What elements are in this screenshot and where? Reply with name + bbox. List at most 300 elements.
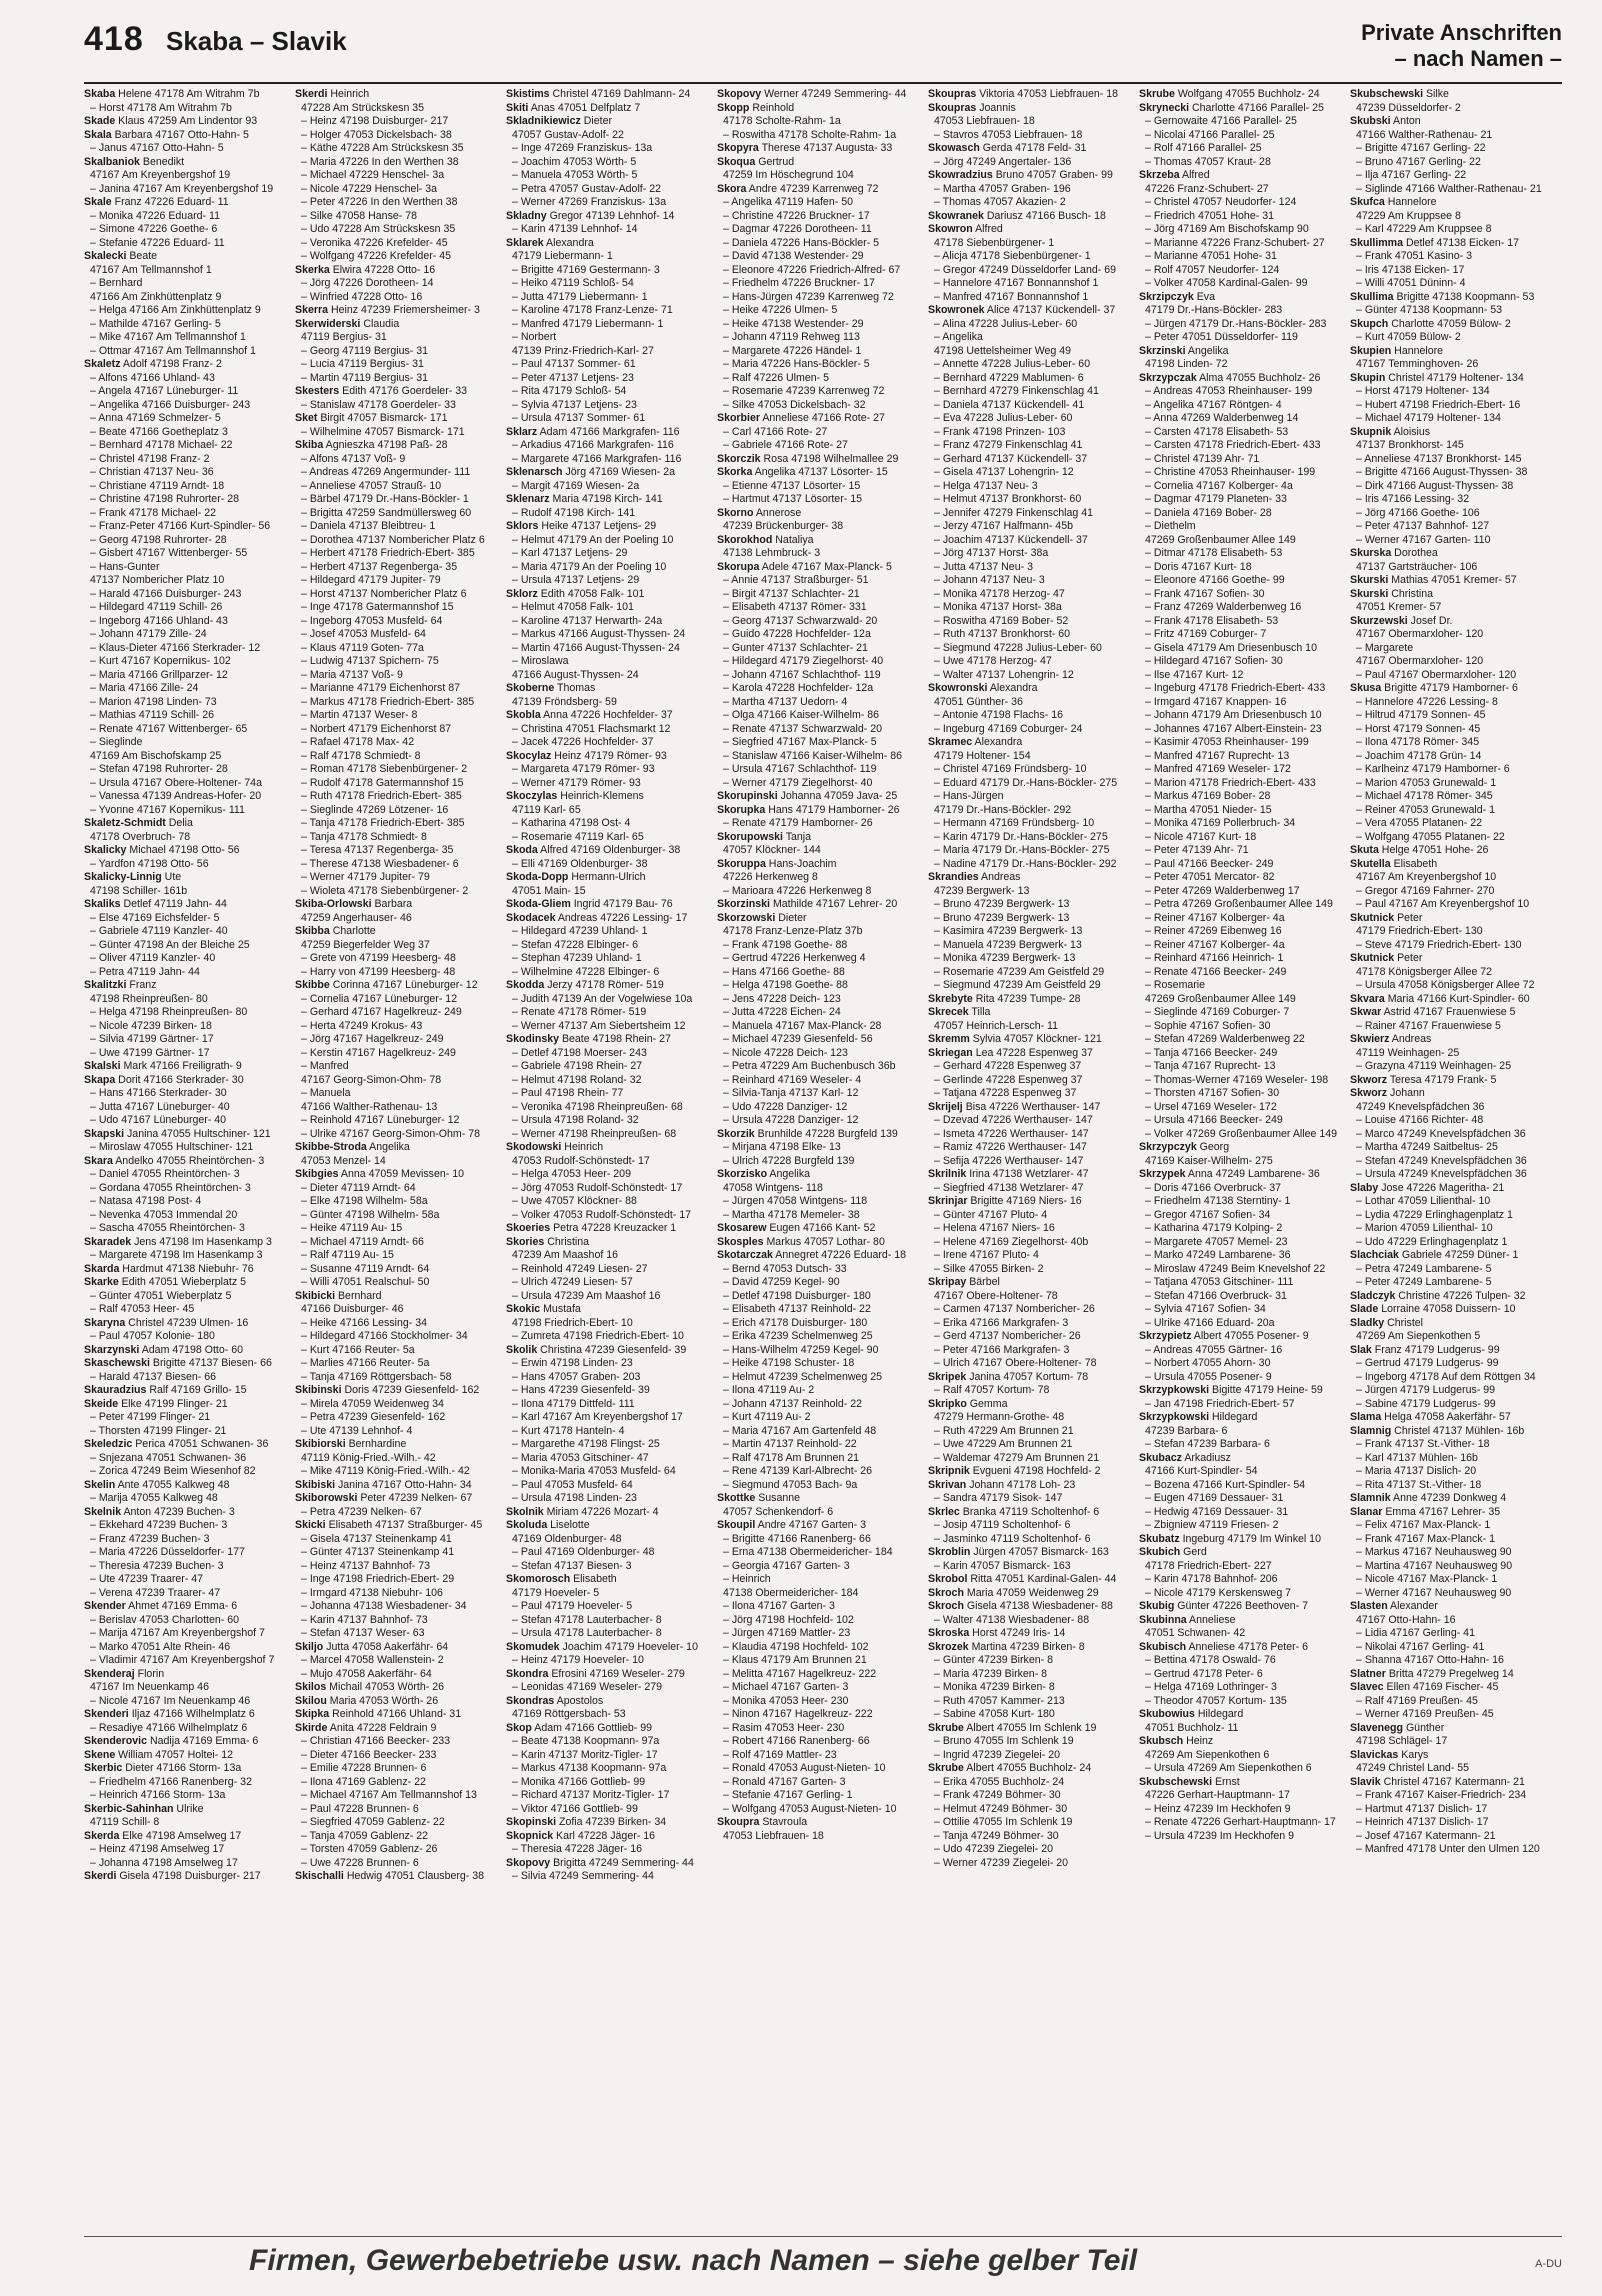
directory-entry: 47259 Im Höschegrund 104 [723, 169, 854, 181]
directory-entry: – Roswitha 47169 Bober- 52 [934, 614, 1069, 627]
directory-entry: – Horst 47178 Am Witrahm 7b [90, 101, 232, 114]
directory-entry: Skupnik Aloisius [1350, 425, 1431, 438]
directory-entry: Skowradzius Bruno 47057 Graben- 99 [928, 169, 1113, 181]
directory-entry: – Monika 47239 Bergwerk- 13 [934, 952, 1076, 964]
directory-entry: – Ronald 47167 Garten- 3 [723, 1775, 846, 1788]
directory-entry: Slak Franz 47179 Ludgerus- 99 [1350, 1343, 1500, 1356]
directory-entry: – Thomas 47057 Akazien- 2 [934, 196, 1066, 208]
directory-entry: – Brigitte 47166 Ranenberg- 66 [723, 1532, 871, 1545]
directory-entry: – Werner 47167 Garten- 110 [1356, 533, 1491, 546]
directory-entry: – Jürgen 47058 Wintgens- 118 [723, 1195, 868, 1207]
directory-entry: – Helmut 47239 Schelmenweg 25 [723, 1370, 883, 1383]
directory-entry: – Michael 47178 Römer- 345 [1356, 790, 1493, 802]
directory-entry: – Wolfgang 47055 Platanen- 22 [1356, 830, 1505, 843]
directory-entry: – Brigitte 47167 Gerling- 22 [1356, 142, 1486, 154]
directory-entry: Skenderovic Nadija 47169 Emma- 6 [84, 1735, 259, 1747]
directory-entry: Skubich Gerd [1139, 1546, 1207, 1558]
directory-entry: – Vladimir 47167 Am Kreyenbergshof 7 [90, 1654, 275, 1666]
directory-entry: – Marianne 47226 Franz-Schubert- 27 [1145, 236, 1325, 249]
directory-entry: – Bernd 47053 Dutsch- 33 [723, 1262, 847, 1275]
directory-entry: – Gregor 47167 Sofien- 34 [1145, 1208, 1271, 1221]
directory-entry: – Eva 47228 Julius-Leber- 60 [934, 412, 1073, 424]
directory-entry: – Mathias 47119 Schill- 26 [90, 709, 215, 721]
directory-entry: Skufca Hannelore [1350, 196, 1437, 208]
directory-entry: – Angelika 47119 Hafen- 50 [723, 196, 853, 208]
directory-entry: – Shanna 47167 Otto-Hahn- 16 [1356, 1654, 1504, 1666]
directory-entry: Skischalli Hedwig 47051 Clausberg- 38 [295, 1870, 485, 1882]
directory-entry: – Vera 47055 Platanen- 22 [1356, 817, 1483, 829]
directory-entry: – Manfred 47167 Bonnannshof 1 [934, 290, 1089, 303]
directory-entry: Skomorosch Elisabeth [506, 1573, 617, 1585]
directory-entry: Slavec Ellen 47169 Fischer- 45 [1350, 1681, 1499, 1693]
directory-entry: Skoupra Stavroula [717, 1816, 808, 1828]
directory-entry: – Karin 47137 Moritz-Tigler- 17 [512, 1748, 658, 1761]
directory-entry: Skrijelj Bisa 47226 Werthauser- 147 [928, 1100, 1101, 1113]
directory-entry: – Olga 47166 Kaiser-Wilhelm- 86 [723, 709, 880, 721]
directory-entry: – Günter 47167 Pluto- 4 [934, 1208, 1048, 1221]
directory-entry: – Daniela 47169 Bober- 28 [1145, 506, 1272, 519]
directory-entry: – Jörg 47249 Angertaler- 136 [934, 155, 1072, 168]
directory-entry: – Gabriele 47166 Rote- 27 [723, 439, 848, 451]
directory-entry: Skoupras Joannis [928, 101, 1016, 114]
directory-entry: Skutella Elisabeth [1350, 857, 1438, 870]
directory-entry: – Paul 47166 Beecker- 249 [1145, 857, 1274, 870]
directory-entry: – Mathilde 47167 Gerling- 5 [90, 317, 221, 330]
directory-entry: – Zumreta 47198 Friedrich-Ebert- 10 [512, 1330, 684, 1342]
directory-entry: – Reinhard 47166 Heinrich- 1 [1145, 952, 1284, 964]
directory-entry: – Werner 47179 Ziegelhorst- 40 [723, 776, 873, 789]
directory-entry: Skrzypczyk Georg [1139, 1141, 1230, 1153]
directory-entry: – Jörg 47198 Hochfeld- 102 [723, 1613, 854, 1626]
directory-entry: – Melitta 47167 Hagelkreuz- 222 [723, 1667, 877, 1680]
directory-entry: – Elke 47198 Wilhelm- 58a [301, 1195, 428, 1207]
directory-entry: Skurski Christina [1350, 587, 1434, 600]
directory-entry: – Gabriele 47119 Kanzler- 40 [90, 925, 228, 937]
directory-entry: – Rosemarie 47239 Am Geistfeld 29 [934, 965, 1105, 978]
directory-entry: – Stefanie 47167 Gerling- 1 [723, 1789, 853, 1801]
directory-entry: 47226 Franz-Schubert- 27 [1145, 182, 1269, 195]
directory-entry: Skladnikiewicz Dieter [506, 115, 612, 127]
directory-entry: Skurski Mathias 47051 Kremer- 57 [1350, 574, 1517, 586]
directory-entry: – Heinz 47137 Bahnhof- 73 [301, 1559, 430, 1572]
directory-entry: – Marion 47053 Grunewald- 1 [1356, 776, 1497, 789]
directory-entry: Skrebyte Rita 47239 Tumpe- 28 [928, 992, 1081, 1005]
directory-entry: – Monika 47239 Birken- 8 [934, 1681, 1055, 1693]
directory-entry: 47179 Holtener- 154 [934, 749, 1031, 762]
directory-entry: – Rita 47137 St.-Vither- 18 [1356, 1478, 1482, 1491]
directory-entry: Skade Klaus 47259 Am Lindentor 93 [84, 115, 258, 127]
directory-entry: – Stefan 47178 Lauterbacher- 8 [512, 1613, 662, 1626]
directory-entry: – Harry von 47199 Heesberg- 48 [301, 965, 456, 978]
directory-entry: – Reinhard 47169 Weseler- 4 [723, 1073, 862, 1086]
directory-entry: Sladczyk Christine 47226 Tulpen- 32 [1350, 1289, 1526, 1302]
directory-entry: – Peter 47137 Bahnhof- 127 [1356, 520, 1490, 532]
directory-column [717, 88, 928, 2188]
directory-entry: 47051 Buchholz- 11 [1145, 1721, 1239, 1734]
directory-entry: Skalski Mark 47166 Freiligrath- 9 [84, 1060, 242, 1072]
directory-entry: Skopnick Karl 47228 Jäger- 16 [506, 1829, 655, 1842]
directory-entry: Skubisch Anneliese 47178 Peter- 6 [1139, 1640, 1309, 1653]
directory-entry: – Irmgard 47138 Niebuhr- 106 [301, 1586, 443, 1599]
footer-rule [84, 2236, 1562, 2237]
directory-entry: – Ursula 47178 Lauterbacher- 8 [512, 1627, 662, 1639]
directory-entry: – Sophie 47167 Sofien- 30 [1145, 1019, 1271, 1032]
directory-entry: Skiba-Orlowski Barbara [295, 898, 413, 910]
directory-entry: – Karin 47139 Lehnhof- 14 [512, 223, 638, 235]
directory-entry: – Ursula 47228 Danziger- 12 [723, 1114, 859, 1126]
directory-entry: – Verena 47239 Traarer- 47 [90, 1586, 221, 1599]
directory-entry: – Kasimir 47053 Rheinhauser- 199 [1145, 736, 1309, 748]
directory-entry: – Karoline 47178 Franz-Lenze- 71 [512, 304, 673, 316]
directory-entry: – Karl 47229 Am Kruppsee 8 [1356, 223, 1492, 235]
directory-entry: 47167 Im Neuenkamp 46 [90, 1681, 209, 1693]
directory-entry: – Dzevad 47226 Werthauser- 147 [934, 1114, 1093, 1126]
directory-entry: – Sylvia 47167 Sofien- 34 [1145, 1303, 1266, 1315]
directory-entry: – Jutta 47137 Neu- 3 [934, 560, 1033, 573]
directory-entry: – Dieter 47166 Beecker- 233 [301, 1748, 437, 1761]
directory-entry: – Heike 47166 Lessing- 34 [301, 1316, 428, 1329]
directory-entry: – Rudolf 47178 Gatermannshof 15 [301, 776, 464, 789]
directory-entry: Skesters Edith 47176 Goerdeler- 33 [295, 385, 467, 397]
directory-entry: – Friedhelm 47226 Bruckner- 17 [723, 277, 875, 289]
directory-entry: – Yvonne 47167 Kopernikus- 111 [90, 803, 245, 816]
directory-entry: Skaba Helene 47178 Am Witrahm 7b [84, 88, 260, 100]
directory-entry: 47137 Gartsträucher- 106 [1356, 560, 1478, 573]
directory-entry: – Gernowaite 47166 Parallel- 25 [1145, 115, 1297, 127]
directory-entry: Sklarek Alexandra [506, 236, 594, 249]
directory-entry: – Nicole 47228 Deich- 123 [723, 1046, 848, 1059]
directory-entry: Skrynecki Charlotte 47166 Parallel- 25 [1139, 101, 1324, 114]
directory-entry: – Gisela 47137 Steinenkamp 41 [301, 1532, 452, 1545]
directory-entry: Skoupras Viktoria 47053 Liebfrauen- 18 [928, 88, 1119, 100]
directory-entry: – Maria 47239 Birken- 8 [934, 1667, 1048, 1680]
directory-entry: – Dieter 47119 Arndt- 64 [301, 1181, 416, 1194]
directory-entry: – Johanna 47198 Amselweg 17 [90, 1856, 238, 1869]
directory-entry: – Martha 47137 Uedorn- 4 [723, 695, 848, 708]
directory-entry: Skrzypkowski Bigitte 47179 Heine- 59 [1139, 1384, 1323, 1396]
directory-entry: Skaradek Jens 47198 Im Hasenkamp 3 [84, 1235, 272, 1248]
directory-entry: – Stanislaw 47166 Kaiser-Wilhelm- 86 [723, 749, 903, 762]
directory-entry: – Kerstin 47167 Hagelkreuz- 249 [301, 1046, 456, 1059]
directory-entry: Skubschewski Silke [1350, 88, 1449, 100]
footer-code: A-DU [1535, 2258, 1562, 2270]
directory-entry: – Christina 47051 Flachsmarkt 12 [512, 722, 671, 735]
directory-entry: Skoda Alfred 47169 Oldenburger- 38 [506, 844, 681, 856]
directory-entry: – Jörg 47169 Am Bischofskamp 90 [1145, 223, 1309, 235]
directory-entry: – Therese 47138 Wiesbadener- 6 [301, 857, 459, 870]
directory-entry: – Josef 47167 Katermann- 21 [1356, 1829, 1496, 1842]
directory-entry: Skripko Gemma [928, 1397, 1008, 1410]
directory-entry: – Rolf 47057 Neudorfer- 124 [1145, 263, 1280, 276]
directory-entry: – Natasa 47198 Post- 4 [90, 1195, 202, 1207]
directory-column [928, 88, 1139, 2188]
directory-entry: 47058 Wintgens- 118 [723, 1181, 823, 1194]
directory-entry: Skerra Heinz 47239 Friemersheimer- 3 [295, 304, 480, 316]
directory-entry: – Robert 47166 Ranenberg- 66 [723, 1735, 870, 1747]
directory-entry: – Ulrike 47166 Eduard- 20a [1145, 1316, 1275, 1329]
directory-entry: – Christine 47226 Bruckner- 17 [723, 209, 870, 222]
directory-entry: – Jürgen 47179 Dr.-Hans-Böckler- 283 [1145, 317, 1327, 330]
directory-entry: – Emilie 47228 Brunnen- 6 [301, 1762, 427, 1774]
directory-entry: – Hartmut 47137 Lösorter- 15 [723, 493, 862, 505]
directory-entry: 47239 Am Maashof 16 [512, 1249, 619, 1261]
directory-entry: – Günter 47239 Birken- 8 [934, 1654, 1053, 1666]
directory-entry: – Andreas 47053 Rheinhauser- 199 [1145, 385, 1313, 397]
directory-entry: Sklorz Edith 47058 Falk- 101 [506, 587, 645, 600]
directory-entry: – Silke 47053 Dickelsbach- 32 [723, 398, 866, 411]
directory-entry: – Bärbel 47179 Dr.-Hans-Böckler- 1 [301, 493, 469, 505]
directory-entry: Sklenarz Maria 47198 Kirch- 141 [506, 493, 663, 505]
directory-entry: – Petra 47119 Jahn- 44 [90, 965, 200, 978]
directory-entry: Skroch Maria 47059 Weidenweg 29 [928, 1586, 1099, 1599]
directory-entry: – Johann 47167 Schlachthof- 119 [723, 668, 881, 681]
directory-entry: 47166 Kurt-Spindler- 54 [1145, 1465, 1258, 1477]
directory-entry: – Richard 47137 Moritz-Tigler- 17 [512, 1789, 670, 1801]
directory-entry: Skodda Jerzy 47178 Römer- 519 [506, 979, 664, 991]
directory-entry: – Christel 47057 Neudorfer- 124 [1145, 196, 1297, 208]
directory-entry: – Irene 47167 Pluto- 4 [934, 1249, 1039, 1261]
directory-entry: 47178 Friedrich-Ebert- 227 [1145, 1559, 1272, 1572]
directory-entry: – Kurt 47178 Hanteln- 4 [512, 1424, 625, 1437]
directory-entry: – Helga 47198 Rheinpreußen- 80 [90, 1006, 248, 1018]
directory-entry: – Ilona 47119 Au- 2 [723, 1384, 815, 1396]
directory-entry: 47167 Georg-Simon-Ohm- 78 [301, 1073, 442, 1086]
directory-entry: – Angelika [934, 331, 983, 343]
directory-entry: – Ludwig 47137 Spichern- 75 [301, 655, 439, 667]
directory-entry: – Hans 47166 Sterkrader- 30 [90, 1087, 227, 1099]
directory-entry: Skorupa Adele 47167 Max-Planck- 5 [717, 560, 892, 573]
directory-entry: – Bernhard 47229 Mablumen- 6 [934, 371, 1084, 384]
directory-entry: – Gunter 47137 Schlachter- 21 [723, 641, 868, 654]
directory-entry: – Arkadius 47166 Markgrafen- 116 [512, 439, 674, 451]
directory-entry: Slade Lorraine 47058 Duissern- 10 [1350, 1303, 1516, 1315]
directory-entry: 47166 Duisburger- 46 [301, 1303, 404, 1315]
directory-entry: – Udo 47228 Am Strückskesn 35 [301, 223, 456, 235]
directory-entry: – Franz-Peter 47166 Kurt-Spindler- 56 [90, 520, 271, 532]
directory-entry: – Jasminko 47119 Scholtenhof- 6 [934, 1532, 1091, 1545]
directory-entry: 47166 Walther-Rathenau- 13 [301, 1100, 438, 1113]
directory-entry: – Stefan 47239 Barbara- 6 [1145, 1438, 1270, 1450]
directory-entry: Skaschewski Brigitte 47137 Biesen- 66 [84, 1357, 272, 1369]
directory-entry: Skrilnik Irina 47138 Wetzlarer- 47 [928, 1168, 1089, 1180]
directory-entry: – Jürgen 47169 Mattler- 23 [723, 1627, 851, 1639]
directory-entry: – Heike 47119 Au- 15 [301, 1222, 403, 1234]
directory-entry: Skuta Helge 47051 Hohe- 26 [1350, 844, 1489, 856]
directory-entry: – Eugen 47169 Dessauer- 31 [1145, 1492, 1284, 1504]
directory-entry: Skale Franz 47226 Eduard- 11 [84, 196, 229, 208]
directory-entry: Skowronek Alice 47137 Kückendell- 37 [928, 304, 1116, 316]
directory-entry: – Friedrich 47051 Hohe- 31 [1145, 209, 1274, 222]
directory-entry: 47138 Lehmbruck- 3 [723, 547, 821, 559]
directory-entry: Skubig Günter 47226 Beethoven- 7 [1139, 1600, 1309, 1612]
directory-entry: – Kurt 47167 Kopernikus- 102 [90, 655, 231, 667]
directory-entry: – Manuela [301, 1087, 351, 1099]
directory-entry: – Martina 47167 Neuhausweg 90 [1356, 1559, 1513, 1572]
directory-entry: Slavik Christel 47167 Katermann- 21 [1350, 1775, 1525, 1788]
directory-entry: Skullima Brigitte 47138 Koopmann- 53 [1350, 290, 1535, 303]
directory-entry: – Paul 47137 Sommer- 61 [512, 358, 636, 370]
directory-entry: Skroblin Jürgen 47057 Bismarck- 163 [928, 1546, 1109, 1558]
directory-entry: 47239 Brückenburger- 38 [723, 520, 844, 532]
directory-entry: 47057 Schenkendorf- 6 [723, 1505, 834, 1518]
directory-entry: Skibbe-Stroda Angelika [295, 1141, 410, 1153]
directory-entry: – Udo 47239 Ziegelei- 20 [934, 1843, 1053, 1855]
directory-entry: – Manfred 47167 Ruprecht- 13 [1145, 749, 1290, 762]
directory-entry: – Manfred 47178 Unter den Ulmen 120 [1356, 1843, 1540, 1855]
directory-entry: Skripnik Evgueni 47198 Hochfeld- 2 [928, 1465, 1101, 1477]
directory-entry: – Peter 47139 Ahr- 71 [1145, 844, 1249, 856]
directory-entry: – Hildegard 47119 Schill- 26 [90, 601, 223, 613]
directory-entry: – Judith 47139 An der Vogelwiese 10a [512, 992, 693, 1005]
directory-entry: – Norbert 47179 Eichenhorst 87 [301, 722, 452, 735]
directory-entry: 47226 Gerhart-Hauptmann- 17 [1145, 1789, 1290, 1801]
directory-entry: – Renate 47167 Wittenberger- 65 [90, 722, 248, 735]
directory-entry: 47198 Linden- 72 [1145, 358, 1228, 370]
directory-entry: 47279 Hermann-Grothe- 48 [934, 1411, 1065, 1423]
directory-entry: – Hiltrud 47179 Sonnen- 45 [1356, 709, 1486, 721]
directory-entry: 47167 Obermarxloher- 120 [1356, 628, 1484, 640]
directory-entry: – Carmen 47137 Nombericher- 26 [934, 1303, 1095, 1315]
directory-entry: – Paul 47057 Kolonie- 180 [90, 1330, 215, 1342]
directory-entry: Skodinsky Beate 47198 Rhein- 27 [506, 1033, 671, 1045]
directory-entry: – Nikolai 47167 Gerling- 41 [1356, 1640, 1485, 1653]
directory-entry: – Frank 47051 Kasino- 3 [1356, 250, 1473, 262]
directory-entry: 47178 Königsberger Allee 72 [1356, 965, 1493, 978]
directory-entry: Skaletz Adolf 47198 Franz- 2 [84, 358, 222, 370]
directory-entry: Skosples Markus 47057 Lothar- 80 [717, 1235, 885, 1248]
directory-entry: Skapski Janina 47055 Hultschiner- 121 [84, 1127, 271, 1140]
directory-entry: – Oliver 47119 Kanzler- 40 [90, 952, 216, 964]
directory-entry: Skopp Reinhold [717, 101, 795, 114]
directory-entry: – Uwe 47229 Am Brunnen 21 [934, 1438, 1073, 1450]
directory-entry: – Joachim 47137 Kückendell- 37 [934, 533, 1088, 546]
directory-entry: – Bruno 47239 Bergwerk- 13 [934, 911, 1070, 924]
directory-entry: – Hans-Wilhelm 47259 Kegel- 90 [723, 1343, 879, 1356]
directory-entry: – Helga 47169 Lothringer- 3 [1145, 1681, 1277, 1693]
directory-column [1139, 88, 1350, 2188]
directory-entry: 47198 Rheinpreußen- 80 [90, 992, 208, 1005]
directory-entry: – Franz 47279 Finkenschlag 41 [934, 439, 1083, 451]
directory-entry: – Johann 47137 Reinhold- 22 [723, 1397, 863, 1410]
directory-entry: 47119 Bergius- 31 [301, 331, 387, 343]
directory-entry: – Günter 47137 Steinenkamp 41 [301, 1546, 455, 1558]
page-number: 418 [84, 20, 144, 58]
directory-entry: – Ursula 47198 Roland- 32 [512, 1114, 639, 1126]
directory-entry: Skokic Mustafa [506, 1303, 581, 1315]
directory-entry: – Herta 47249 Krokus- 43 [301, 1019, 423, 1032]
directory-entry: – Karoline 47137 Herwarth- 24a [512, 614, 663, 627]
directory-entry: – Maria 47179 Dr.-Hans-Böckler- 275 [934, 844, 1110, 856]
directory-entry: Skrzinski Angelika [1139, 344, 1229, 357]
directory-entry: – Stavros 47053 Liebfrauen- 18 [934, 128, 1083, 141]
directory-entry: – Teresa 47137 Regenberga- 35 [301, 844, 454, 856]
directory-entry: Skibbe Corinna 47167 Lüneburger- 12 [295, 979, 478, 991]
directory-entry: – Ingeborg 47053 Musfeld- 64 [301, 614, 443, 627]
directory-entry: – Heinz 47198 Amselweg 17 [90, 1843, 225, 1855]
directory-entry: – Rainer 47167 Frauenwiese 5 [1356, 1019, 1501, 1032]
directory-entry: – Ottilie 47055 Im Schlenk 19 [934, 1816, 1073, 1828]
directory-entry: – Zbigniew 47119 Friesen- 2 [1145, 1519, 1279, 1531]
directory-entry: – Helmut 47137 Bronkhorst- 60 [934, 493, 1082, 505]
directory-entry: Skworz Johann [1350, 1087, 1425, 1099]
directory-entry: – Martha 47057 Graben- 196 [934, 182, 1071, 195]
directory-entry: – Christel 47169 Fründsberg- 10 [934, 763, 1087, 775]
directory-entry: – Grete von 47199 Heesberg- 48 [301, 952, 456, 964]
directory-entry: – David 47138 Westender- 29 [723, 250, 864, 262]
directory-entry: – Louise 47166 Richter- 48 [1356, 1114, 1484, 1126]
directory-entry: – Daniel 47055 Rheintörchen- 3 [90, 1168, 240, 1180]
directory-entry: – Gertrud 47178 Peter- 6 [1145, 1667, 1263, 1680]
directory-entry: – Lucia 47119 Bergius- 31 [301, 358, 424, 370]
directory-entry: 47167 Am Kreyenbergshof 10 [1356, 871, 1497, 883]
directory-entry: – Sieglinde 47269 Lötzener- 16 [301, 803, 449, 816]
directory-entry: – Hildegard 47179 Jupiter- 79 [301, 574, 441, 586]
directory-entry: – Thorsten 47199 Flinger- 21 [90, 1424, 227, 1437]
directory-entry: – Thomas 47057 Kraut- 28 [1145, 155, 1271, 168]
directory-entry: – Marioara 47226 Herkenweg 8 [723, 884, 872, 897]
directory-column [84, 88, 295, 2188]
directory-entry: – Andreas 47055 Gärtner- 16 [1145, 1343, 1283, 1356]
directory-entry: – Ingeborg 47178 Auf dem Röttgen 34 [1356, 1370, 1536, 1383]
directory-entry: – Joachim 47178 Grün- 14 [1356, 749, 1482, 762]
directory-entry: – Willi 47051 Realschul- 50 [301, 1276, 430, 1288]
directory-entry: – Frank 47249 Böhmer- 30 [934, 1789, 1061, 1801]
directory-entry: Skramec Alexandra [928, 736, 1023, 748]
directory-entry: – Tatjana 47228 Espenweg 37 [934, 1087, 1077, 1099]
directory-entry: – Erna 47138 Obermeidericher- 184 [723, 1546, 893, 1558]
directory-entry: – Gregor 47169 Fahrner- 270 [1356, 884, 1495, 897]
directory-entry: Skorzisko Angelika [717, 1168, 811, 1180]
directory-entry: Skiborowski Peter 47239 Nelken- 67 [295, 1492, 473, 1504]
directory-entry: – Jerzy 47167 Halfmann- 45b [934, 520, 1073, 532]
directory-entry: – Günter 47051 Wieberplatz 5 [90, 1289, 232, 1302]
directory-entry: – Christiane 47119 Arndt- 18 [90, 479, 225, 492]
directory-entry: Skrzypek Anna 47249 Lambarene- 36 [1139, 1168, 1320, 1180]
directory-entry: Skvara Maria 47166 Kurt-Spindler- 60 [1350, 992, 1530, 1005]
directory-entry: – Ursula 47137 Sommer- 61 [512, 412, 646, 424]
directory-entry: Skibgies Anna 47059 Mevissen- 10 [295, 1168, 465, 1180]
directory-entry: – Margareta 47179 Römer- 93 [512, 763, 655, 775]
directory-entry: Skodowski Heinrich [506, 1141, 604, 1153]
directory-entry: – Etienne 47137 Lösorter- 15 [723, 479, 861, 492]
directory-entry: Skupch Charlotte 47059 Bülow- 2 [1350, 317, 1511, 330]
directory-entry: – Renate 47178 Römer- 519 [512, 1006, 647, 1018]
directory-entry: Skolik Christina 47239 Giesenfeld- 39 [506, 1343, 687, 1356]
directory-entry: – Miroslaw 47055 Hultschiner- 121 [90, 1141, 254, 1153]
directory-entry: – Ralf 47169 Preußen- 45 [1356, 1694, 1478, 1707]
directory-entry: Skremm Sylvia 47057 Klöckner- 121 [928, 1033, 1102, 1045]
directory-entry: – Miroslaw 47249 Beim Knevelshof 22 [1145, 1262, 1326, 1275]
directory-entry: – Vanessa 47139 Andreas-Hofer- 20 [90, 790, 262, 802]
directory-entry: Skilou Maria 47053 Wörth- 26 [295, 1694, 439, 1707]
directory-entry: Skopovy Werner 47249 Semmering- 44 [717, 88, 907, 100]
directory-entry: – Ottmar 47167 Am Tellmannshof 1 [90, 344, 256, 357]
directory-entry: Skories Christina [506, 1235, 590, 1248]
directory-entry: – Franz 47239 Buchen- 3 [90, 1532, 210, 1545]
directory-entry: Skalicky Michael 47198 Otto- 56 [84, 844, 240, 856]
directory-entry: – Kasimira 47239 Bergwerk- 13 [934, 925, 1083, 937]
directory-entry: – Helmut 47058 Falk- 101 [512, 601, 634, 613]
directory-entry: – Ursel 47169 Weseler- 172 [1145, 1100, 1277, 1113]
directory-entry: – Volker 47058 Kardinal-Galen- 99 [1145, 277, 1308, 289]
directory-entry: – Helmut 47198 Roland- 32 [512, 1073, 642, 1086]
directory-entry: – Ursula 47167 Obere-Holtener- 74a [90, 776, 262, 789]
directory-entry: – Uwe 47178 Herzog- 47 [934, 655, 1052, 667]
directory-entry: – Ulrike 47167 Georg-Simon-Ohm- 78 [301, 1127, 481, 1140]
directory-entry: – Helga 47053 Heer- 209 [512, 1168, 631, 1180]
directory-entry: – Petra 47239 Nelken- 67 [301, 1505, 422, 1518]
directory-entry: 47226 Herkenweg 8 [723, 871, 818, 883]
